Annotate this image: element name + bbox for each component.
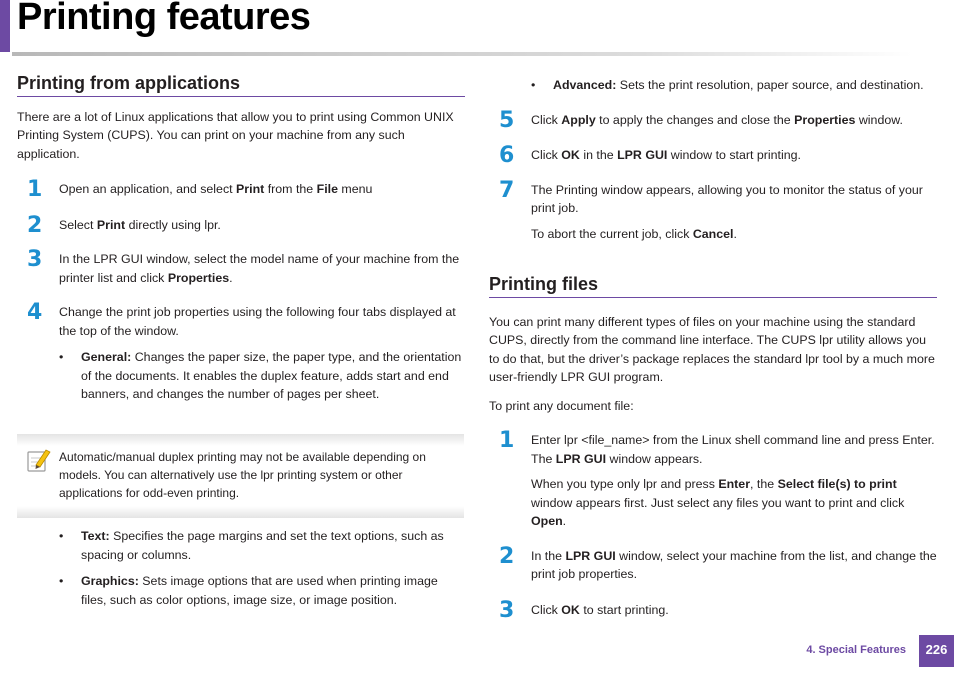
title-underline bbox=[12, 52, 912, 56]
file-step-2: 2 In the LPR GUI window, select your machine from the list, and change the print job properties. bbox=[499, 543, 937, 581]
bullet-general: • General: Changes the paper size, the paper type, and the orientation of the documents. It enables the duplex feature, adds start and end banners, and changes the number of pages per sheet. bbox=[59, 350, 462, 401]
footer-chapter-label: 4. Special Features bbox=[806, 644, 906, 656]
bullet-dot: • bbox=[59, 574, 64, 588]
footer-page-number: 226 bbox=[919, 635, 954, 667]
step-4: 4 Change the print job properties using the following four tabs displayed at the top of the window. bbox=[27, 300, 456, 338]
bullet-dot: • bbox=[531, 78, 536, 92]
abort-note: To abort the current job, click Cancel. bbox=[531, 226, 737, 241]
bullet-text: • Text: Specifies the page margins and set the text options, such as spacing or columns. bbox=[59, 529, 444, 562]
step-number: 5 bbox=[499, 107, 515, 133]
left-column bbox=[17, 74, 465, 404]
step-number: 3 bbox=[27, 247, 43, 272]
left-column-continued bbox=[17, 527, 465, 609]
page-title: Printing features bbox=[17, 0, 311, 38]
step-number: 7 bbox=[499, 177, 515, 203]
file-step-1: 1 Enter lpr <file_name> from the Linux shell command line and press Enter. The LPR GUI window appears. bbox=[499, 428, 935, 466]
section-heading-applications: Printing from applications bbox=[17, 74, 465, 97]
file-step-1-subnote: When you type only lpr and press Enter, the Select file(s) to print window appears first. Just select any files you want to print and click Open. bbox=[531, 477, 905, 528]
note-box bbox=[17, 434, 464, 518]
step-1: 1 Open an application, and select Print from the File menu bbox=[27, 177, 373, 202]
note-pencil-icon bbox=[26, 446, 52, 474]
step-number: 1 bbox=[499, 428, 515, 453]
bullet-dot: • bbox=[59, 529, 64, 543]
step-number: 6 bbox=[499, 143, 515, 168]
step-7: 7 The Printing window appears, allowing you to monitor the status of your print job. bbox=[499, 177, 923, 215]
step-6: 6 Click OK in the LPR GUI window to start printing. bbox=[499, 143, 801, 168]
to-print-label: To print any document file: bbox=[489, 398, 634, 413]
step-number: 2 bbox=[27, 212, 43, 238]
bullet-dot: • bbox=[59, 350, 64, 364]
step-number: 1 bbox=[27, 177, 43, 202]
section-heading-files: Printing files bbox=[489, 275, 937, 298]
step-5: 5 Click Apply to apply the changes and close the Properties window. bbox=[499, 107, 903, 133]
right-column bbox=[489, 74, 937, 623]
step-2: 2 Select Print directly using lpr. bbox=[27, 212, 221, 238]
bullet-graphics: • Graphics: Sets image options that are used when printing image files, such as color options, image size, or image position. bbox=[59, 574, 438, 607]
step-number: 3 bbox=[499, 597, 515, 623]
files-intro: You can print many different types of files on your machine using the standard CUPS, directly from the command line interface. The CUPS lpr utility allows you to do that, but the driver’s package replaces the standard lpr tool by a much more user-friendly LPR GUI program. bbox=[489, 314, 935, 384]
step-number: 2 bbox=[499, 543, 515, 569]
title-accent-bar bbox=[0, 0, 10, 52]
bullet-advanced: • Advanced: Sets the print resolution, paper source, and destination. bbox=[489, 76, 937, 95]
step-3: 3 In the LPR GUI window, select the model name of your machine from the printer list and click Properties. bbox=[27, 247, 460, 285]
applications-intro: There are a lot of Linux applications that allow you to print using Common UNIX Printing System (CUPS). You can print on your machine from any such application. bbox=[17, 109, 454, 161]
note-text: Automatic/manual duplex printing may not be available depending on models. You can alternatively use the lpr printing system or other applications for odd-even printing. bbox=[59, 450, 426, 500]
step-number: 4 bbox=[27, 300, 43, 325]
file-step-3: 3 Click OK to start printing. bbox=[499, 597, 669, 623]
